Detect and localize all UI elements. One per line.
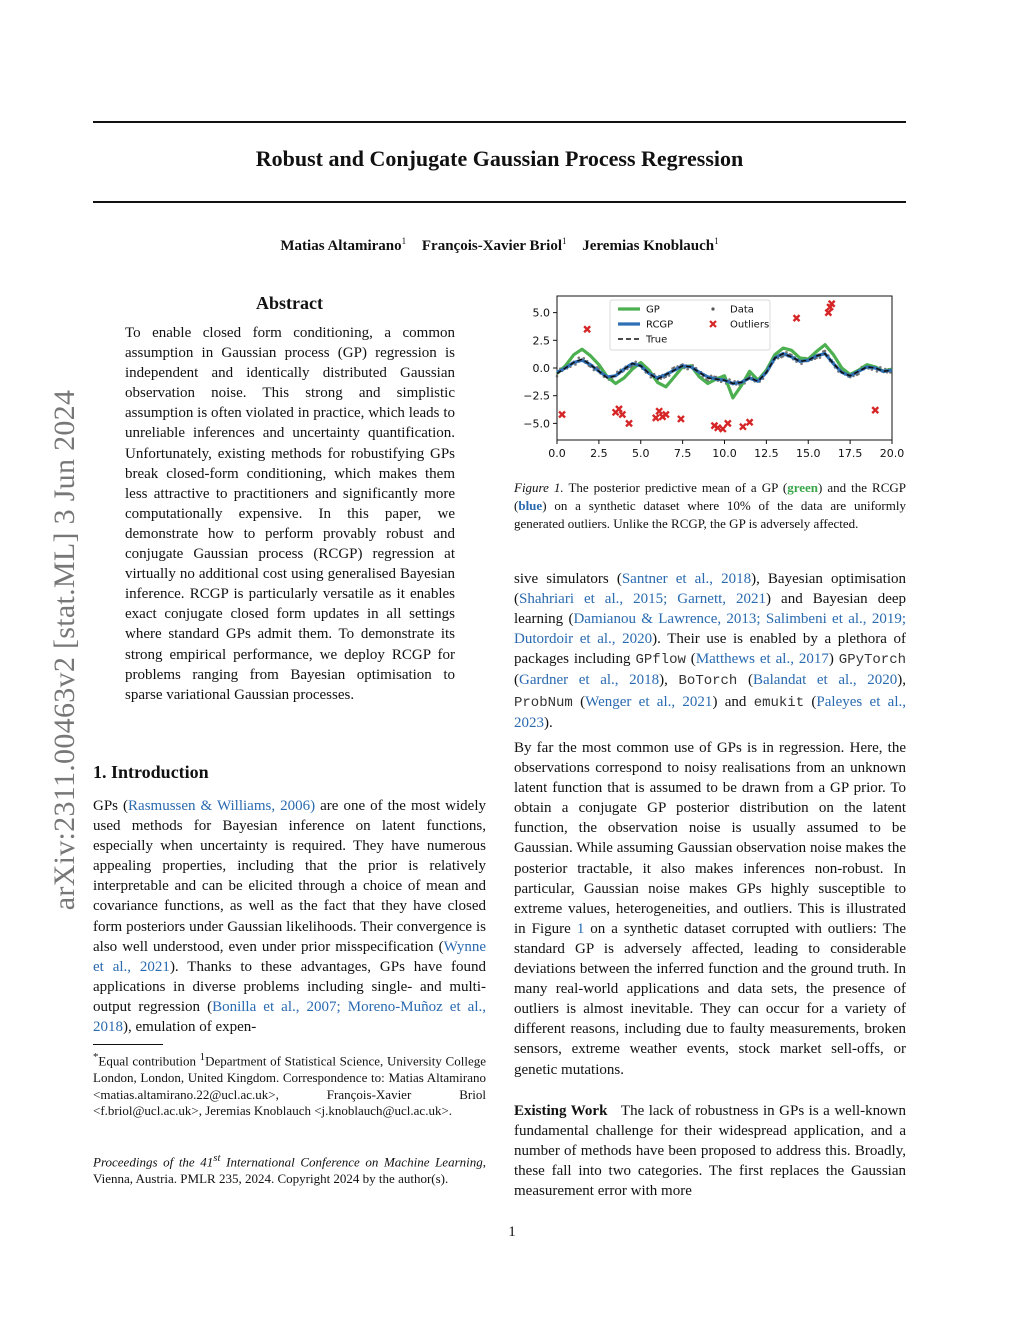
section-heading: 1. Introduction xyxy=(93,762,209,782)
regression-paragraph: By far the most common use of GPs is in regression. Here, the observations correspond to noisy realisations from an unknown latent function that is assumed to be drawn from a GP prior. To obtain a conjugate GP posterior distribution on the latent function, the observation noise is usually assumed to be Gaussian. While assuming Gaussian observation noise makes the posterior tractable, it also makes inferences non-robust. In particular, Gaussian noise makes GPs highly susceptible to extreme values, heterogeneities, and outliers. This is illustrated in Figure 1 on a synthetic dataset corrupted with outliers: The standard GP is adversely affected, leading to considerable deviations between the inferred function and the ground truth. In many real-world applications and data sets, the presence of outliers is almost inevitable. They can occur for a variety of different reasons, including due to faulty measurements, broken sensors, extreme weather events, stock market sell-offs, or genetic mutations. xyxy=(514,740,906,1078)
outlier-marker xyxy=(678,416,684,422)
x-tick-label: 10.0 xyxy=(712,447,737,460)
author-name: Matias Altamirano xyxy=(280,238,402,254)
y-tick-label: −5.0 xyxy=(523,417,550,431)
outlier-marker xyxy=(584,326,590,332)
top-rule xyxy=(93,121,906,123)
y-tick-label: 2.5 xyxy=(532,334,550,348)
figure-1-chart xyxy=(505,290,910,475)
paragraph-heading: Existing Work xyxy=(514,1103,608,1119)
data-point xyxy=(686,368,689,371)
proceedings-note: Proceedings of the 41st International Conference on Machine Learning, Vienna, Austria. PMLR 235, 2024. Copyright 2024 by the author(s). xyxy=(93,1152,486,1186)
footnote: *Equal contribution $^1$Department of Statistical Science, University College London, London, United Kingdom. Correspondence to: Matias Altamirano <matias.altamirano.22@ucl.ac.uk>, François-Xavier Briol <f.briol@ucl.ac.uk>, Jeremias Knoblauch <j.knoblauch@ucl.ac.uk>. xyxy=(93,1051,486,1119)
x-tick-label: 17.5 xyxy=(837,447,863,460)
data-point xyxy=(824,350,827,353)
citation-link[interactable]: Matthews et al., 2017 xyxy=(695,651,829,668)
package-name: BoTorch xyxy=(678,673,738,690)
author-name: Jeremias Knoblauch xyxy=(582,238,715,254)
existing-work-paragraph: Existing Work The lack of robustness in GPs is a well-known fundamental challenge for their widespread application, and a number of methods have been proposed to address this. Broadly, these fall into two categories. The first replaces the Gaussian measurement error with more xyxy=(514,1103,906,1200)
outlier-marker xyxy=(720,426,726,432)
package-name: emukit xyxy=(753,694,805,711)
legend-label: Data xyxy=(730,304,754,316)
citation-link[interactable]: Rasmussen & Williams, 2006) xyxy=(128,798,316,814)
x-tick-label: 12.5 xyxy=(754,447,779,460)
y-tick-label: −2.5 xyxy=(523,389,550,403)
author-affiliation: 1 xyxy=(401,236,407,246)
author-affiliation: 1 xyxy=(562,236,567,246)
citation-link[interactable]: Balandat et al., 2020 xyxy=(752,672,898,689)
abstract-text: To enable closed form conditioning, a common assumption in Gaussian process (GP) regression is independent and identically distributed Gaussian observation noise. This strong and simplistic assumption is often violated in practice, which leads to unreliable inferences and uncertainty quantification. Unfortunately, existing methods for robustifying GPs break closed-form conditioning, which makes them less attractive to practitioners and significantly more computationally expensive. In this paper, we demonstrate how to perform provably robust and conjugate Gaussian process (RCGP) regression at virtually no additional cost using generalised Bayesian inference. RCGP is particularly versatile as it enables exact conjugate closed form updates in all settings where standard GPs admit them. To demonstrate its strong empirical performance, we deploy RCGP for problems ranging from Bayesian optimisation to sparse variational Gaussian processes. xyxy=(125,325,455,703)
x-tick-label: 7.5 xyxy=(673,447,692,460)
intro-paragraph-continued: sive simulators (Santner et al., 2018), Bayesian optimisation (Shahriari et al., 2015; Garnett, 2021) and Bayesian deep learning (Damianou & Lawrence, 2013; Salimbeni et al., 2019; Dutordoir et al., 2020). Their use is enabled by a plethora of packages including GPflow (Matthews et al., 2017) GPyTorch (Gardner et al., 2018), BoTorch (Balandat et al., 2020), ProbNum (Wenger et al., 2021) and emukit (Paleyes et al., 2023). xyxy=(514,571,907,731)
citation-link[interactable]: Gardner et al., 2018 xyxy=(519,672,660,689)
citation-link[interactable]: Wenger et al., 2021 xyxy=(585,693,713,710)
data-point xyxy=(577,357,580,360)
legend-label: GP xyxy=(646,304,660,316)
outlier-marker xyxy=(626,420,632,426)
arxiv-identifier: arXiv:2311.00463v2 [stat.ML] 3 Jun 2024 xyxy=(48,389,81,911)
x-tick-label: 20.0 xyxy=(879,447,905,460)
legend-swatch xyxy=(711,307,714,310)
citation-link[interactable]: Shahriari et al., 2015; Garnett, 2021 xyxy=(519,591,767,608)
outlier-marker xyxy=(656,408,662,414)
outlier-marker xyxy=(747,419,753,425)
x-tick-label: 2.5 xyxy=(590,447,608,460)
footnote-rule xyxy=(93,1044,163,1045)
citation-link[interactable]: Santner et al., 2018 xyxy=(621,571,752,587)
y-tick-label: 0.0 xyxy=(532,362,550,375)
x-tick-label: 15.0 xyxy=(796,447,821,460)
citation-link[interactable]: Bonilla et al., 2007; Moreno-Muñoz et al., 2018 xyxy=(93,998,486,1036)
page-number: 1 xyxy=(508,1224,516,1240)
legend-label: True xyxy=(646,334,668,346)
outlier-marker xyxy=(559,412,565,418)
author-name: François-Xavier Briol xyxy=(421,238,563,254)
figure-caption: Figure 1. The posterior predictive mean of a GP (green) and the RCGP (blue) on a synthetic dataset where 10% of the data are uniformly generated outliers. Unlike the RCGP, the GP is adversely affected. xyxy=(514,480,906,531)
figure-ref-link[interactable]: 1 xyxy=(576,920,585,937)
outlier-marker xyxy=(872,407,878,413)
outlier-marker xyxy=(619,412,625,418)
package-name: ProbNum xyxy=(514,694,573,711)
outlier-marker xyxy=(725,420,731,426)
outlier-marker xyxy=(616,406,622,412)
y-tick-label: 5.0 xyxy=(532,306,550,320)
legend-label: RCGP xyxy=(646,319,674,331)
author-affiliation: 1 xyxy=(714,236,719,246)
citation-link[interactable]: Damianou & Lawrence, 2013; Salimbeni et al., 2019; Dutordoir et al., 2020 xyxy=(514,611,907,648)
citation-link[interactable]: Paleyes et al., 2023 xyxy=(514,693,906,731)
outlier-marker xyxy=(653,415,659,421)
abstract-heading: Abstract xyxy=(256,293,323,313)
author-list xyxy=(93,236,906,255)
legend-label: Outliers xyxy=(730,319,770,331)
package-name: GPyTorch xyxy=(838,652,907,669)
x-tick-label: 5.0 xyxy=(632,447,650,460)
outlier-marker xyxy=(794,315,800,321)
citation-link[interactable]: Wynne et al., 2021 xyxy=(93,938,486,975)
intro-paragraph: GPs (Rasmussen & Williams, 2006) are one of the most widely used methods for Bayesian inference on latent functions, especially when uncertainty is required. They have numerous appealing properties, including that the prior is relatively interpretable and can be elicited through a choice of mean and covariance functions, as well as the fact that they have closed form posteriors under Gaussian likelihoods. Their convergence is also well understood, even under prior misspecification (Wynne et al., 2021). Thanks to these advantages, GPs have found applications in diverse problems including single- and multi-output regression (Bonilla et al., 2007; Moreno-Muñoz et al., 2018), emulation of expen- xyxy=(93,798,486,1036)
paper-title: Robust and Conjugate Gaussian Process Regression xyxy=(255,146,744,171)
package-name: GPflow xyxy=(635,652,686,669)
x-tick-label: 0.0 xyxy=(548,447,566,460)
title-rule xyxy=(93,201,906,203)
outlier-marker xyxy=(740,424,746,430)
data-point xyxy=(556,375,559,378)
outlier-marker xyxy=(825,310,831,316)
